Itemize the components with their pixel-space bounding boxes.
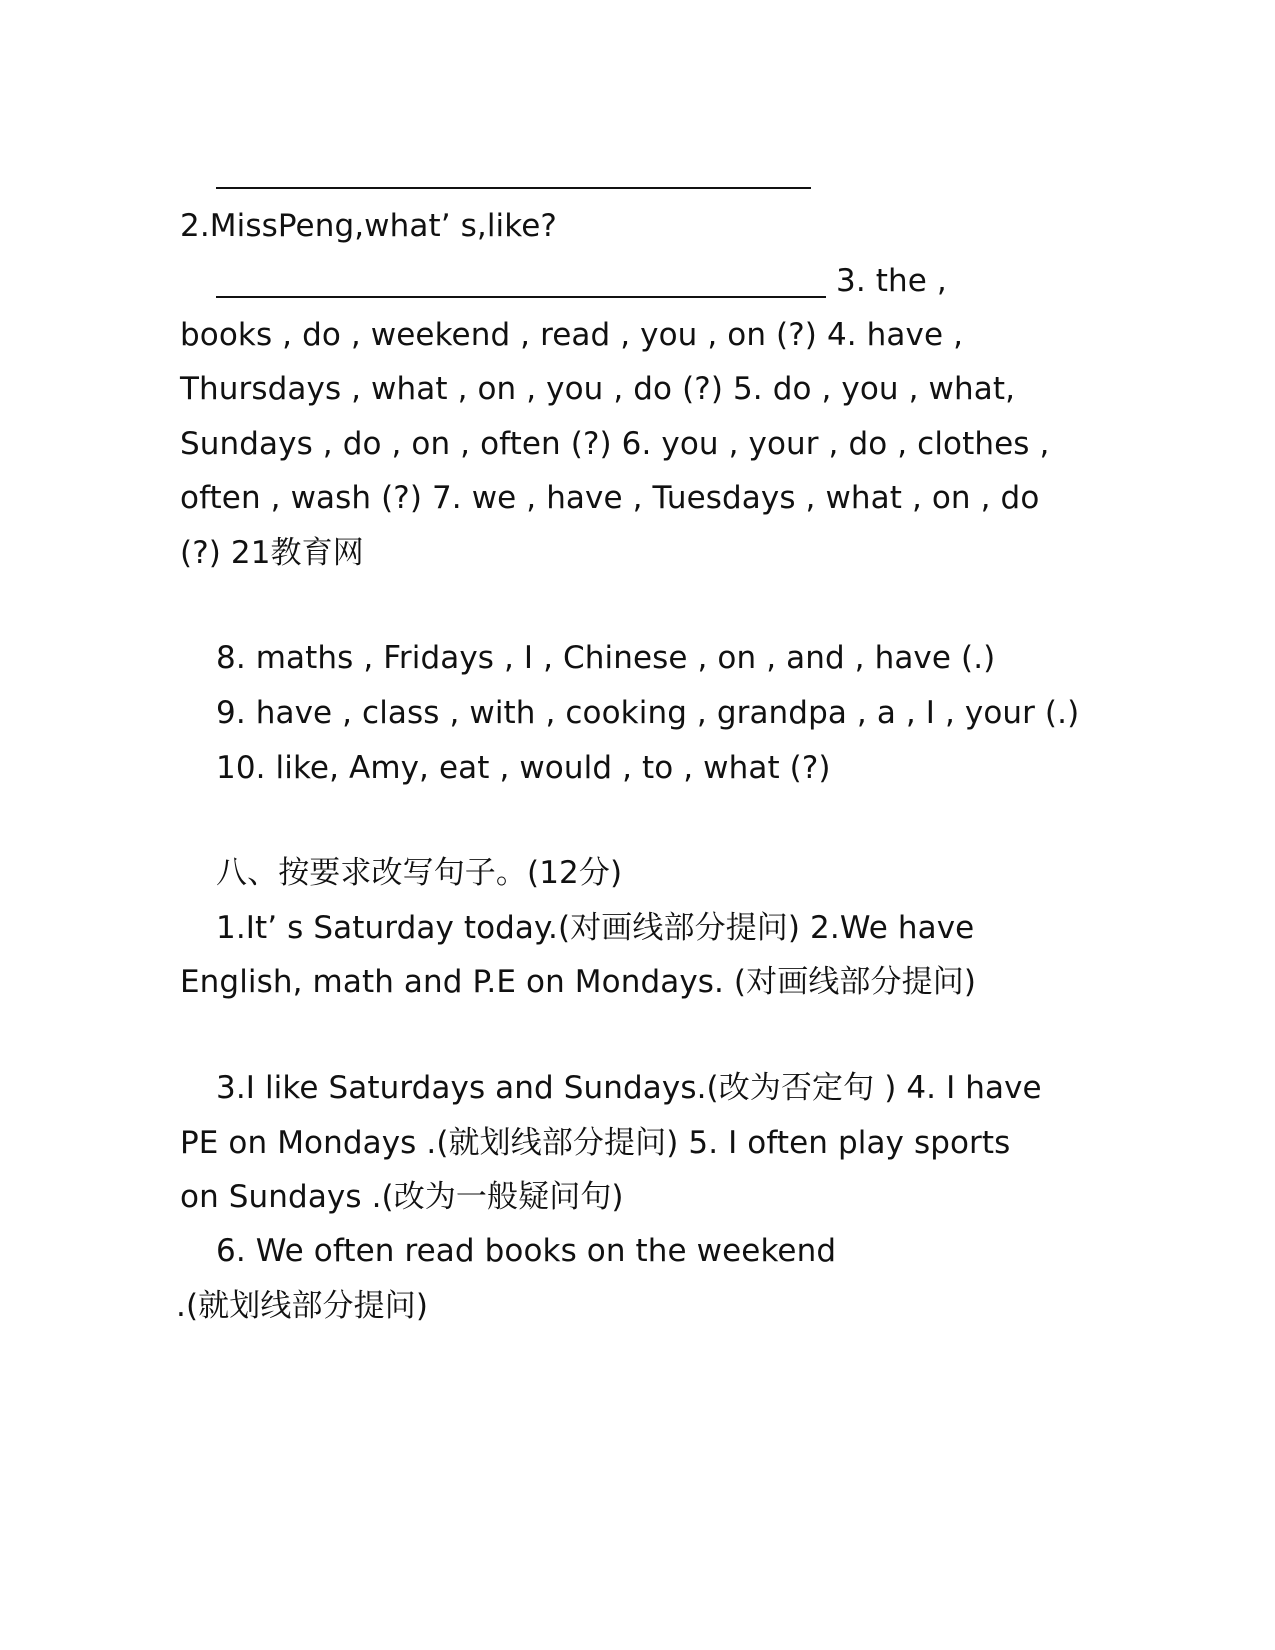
question-3-start: 3. the , [836, 263, 947, 299]
rewrite-question-6-line: 6. We often read books on the weekend [216, 1233, 837, 1269]
question-10: 10. like, Amy, eat , would , to , what (?) [216, 750, 831, 786]
question-6-7-line: often , wash (?) 7. we , have , Tuesdays , what , on , do [180, 480, 1040, 516]
question-5-6-line: Sundays , do , on , often (?) 6. you , your , do , clothes , [180, 426, 1050, 462]
question-7-end-line: (?) 21教育网 [180, 535, 364, 571]
question-2: 2.MissPeng,what’ s,like? [180, 208, 557, 244]
question-3-4-line: books , do , weekend , read , you , on (?) 4. have , [180, 317, 964, 353]
answer-line-2 [216, 296, 826, 298]
section-8-heading: 八、按要求改写句子。(12分) [216, 855, 623, 891]
rewrite-question-5-line: on Sundays .(改为一般疑问句) [180, 1179, 624, 1215]
rewrite-question-1-2-line: 1.It’ s Saturday today.(对画线部分提问) 2.We have [216, 910, 975, 946]
rewrite-question-2-line: English, math and P.E on Mondays. (对画线部分提问) [180, 964, 977, 1000]
answer-line-1 [216, 187, 811, 189]
rewrite-question-3-4-line: 3.I like Saturdays and Sundays.(改为否定句 ) 4. I have [216, 1070, 1042, 1106]
question-8: 8. maths , Fridays , I , Chinese , on , and , have (.) [216, 640, 996, 676]
question-4-5-line: Thursdays , what , on , you , do (?) 5. do , you , what, [180, 371, 1016, 407]
rewrite-question-6-instruction: .(就划线部分提问) [176, 1288, 429, 1324]
rewrite-question-4-5-line: PE on Mondays .(就划线部分提问) 5. I often play sports [180, 1125, 1011, 1161]
question-9: 9. have , class , with , cooking , grandpa , a , I , your (.) [216, 695, 1080, 731]
